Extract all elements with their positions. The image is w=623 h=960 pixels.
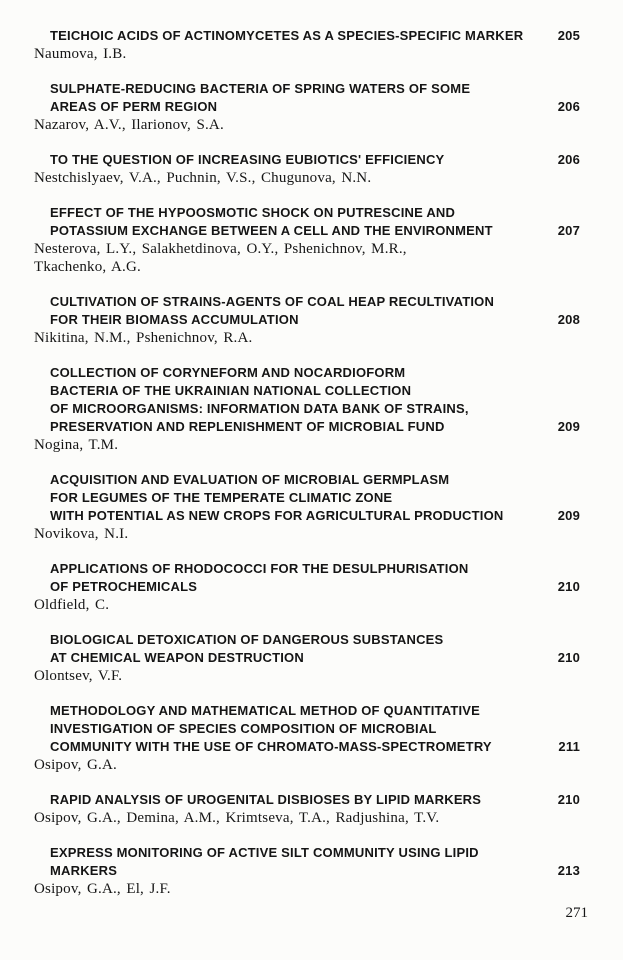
entry-title-line [50,471,580,489]
entry-page-number: 211 [558,739,580,754]
entry-title-text: OF PETROCHEMICALS [50,579,198,594]
entry-authors: Osipov, G.A., El, J.F. [34,881,171,897]
entry-title-text: MARKERS [50,863,118,878]
toc-entry [0,471,623,543]
entry-title-line [50,631,580,649]
entry-authors: Nogina, T.M. [34,437,119,453]
entry-title-text: WITH POTENTIAL AS NEW CROPS FOR AGRICULTURAL PRODUCTION [50,508,504,523]
entry-authors: Oldfield, C. [34,597,110,613]
entry-title-text: COLLECTION OF CORYNEFORM AND NOCARDIOFORM [50,365,406,380]
entry-authors: Nikitina, N.M., Pshenichnov, R.A. [34,330,253,346]
entry-title-line [50,80,580,98]
entry-title-text: CULTIVATION OF STRAINS-AGENTS OF COAL HEAP RECULTIVATION [50,294,495,309]
entry-title-line [50,844,580,862]
entry-title-text: EXPRESS MONITORING OF ACTIVE SILT COMMUNITY USING LIPID [50,845,479,860]
entry-title-line [50,720,580,738]
entry-title-text: AT CHEMICAL WEAPON DESTRUCTION [50,650,304,665]
entry-title-text: POTASSIUM EXCHANGE BETWEEN A CELL AND THE ENVIRONMENT [50,223,493,238]
entry-title-line [50,418,580,436]
entry-title-text: AREAS OF PERM REGION [50,99,218,114]
entry-title-line [50,27,580,45]
entry-title-text: OF MICROORGANISMS: INFORMATION DATA BANK OF STRAINS, [50,401,469,416]
entry-title-line [50,98,580,116]
entry-page-number: 210 [557,792,580,807]
entry-title-text: ACQUISITION AND EVALUATION OF MICROBIAL GERMPLASM [50,472,450,487]
entry-authors: Naumova, I.B. [34,46,127,62]
toc-entry [0,293,623,347]
entry-title-line [50,382,580,400]
entry-page-number: 213 [557,863,580,878]
toc-entry [0,702,623,774]
entry-title-line [50,489,580,507]
toc-entry [0,631,623,685]
toc-entry [0,204,623,276]
entry-title-text: FOR LEGUMES OF THE TEMPERATE CLIMATIC ZONE [50,490,393,505]
entry-page-number: 210 [557,650,580,665]
entry-title-text: METHODOLOGY AND MATHEMATICAL METHOD OF QUANTITATIVE [50,703,481,718]
toc-entry [0,27,623,63]
entry-authors: Nesterova, L.Y., Salakhetdinova, O.Y., Pshenichnov, M.R., [34,241,407,257]
entry-page-number: 208 [557,312,580,327]
entry-page-number: 209 [557,419,580,434]
toc-entry [0,80,623,134]
page-number-folio: 271 [565,905,588,921]
entry-authors: Olontsev, V.F. [34,668,123,684]
entry-title-line [50,293,580,311]
entry-title-line [50,222,580,240]
entry-authors: Nestchislyaev, V.A., Puchnin, V.S., Chugunova, N.N. [34,170,372,186]
entry-title-line [50,738,580,756]
toc-entry [0,791,623,827]
entry-title-line [50,560,580,578]
entry-page-number: 206 [557,99,580,114]
entry-title-line [50,204,580,222]
entry-page-number: 205 [557,28,580,43]
entry-title-text: EFFECT OF THE HYPOOSMOTIC SHOCK ON PUTRESCINE AND [50,205,456,220]
entry-authors: Osipov, G.A. [34,757,117,773]
entry-title-line [50,862,580,880]
entry-page-number: 210 [557,579,580,594]
entry-title-line [50,364,580,382]
toc-entry [0,844,623,898]
entry-authors: Osipov, G.A., Demina, A.M., Krimtseva, T.A., Radjushina, T.V. [34,810,440,826]
entry-title-text: INVESTIGATION OF SPECIES COMPOSITION OF MICROBIAL [50,721,437,736]
entry-title-text: TEICHOIC ACIDS OF ACTINOMYCETES AS A SPECIES-SPECIFIC MARKER [50,28,524,43]
entry-authors: Tkachenko, A.G. [34,259,141,275]
entry-title-text: TO THE QUESTION OF INCREASING EUBIOTICS' EFFICIENCY [50,152,445,167]
entry-title-text: SULPHATE-REDUCING BACTERIA OF SPRING WATERS OF SOME [50,81,471,96]
entry-title-text: APPLICATIONS OF RHODOCOCCI FOR THE DESULPHURISATION [50,561,469,576]
entry-title-text: BIOLOGICAL DETOXICATION OF DANGEROUS SUBSTANCES [50,632,444,647]
entry-title-text: BACTERIA OF THE UKRAINIAN NATIONAL COLLECTION [50,383,412,398]
entry-title-line [50,578,580,596]
entry-page-number: 206 [557,152,580,167]
entry-title-line [50,400,580,418]
entry-title-line [50,791,580,809]
entry-authors: Nazarov, A.V., Ilarionov, S.A. [34,117,224,133]
entry-page-number: 209 [557,508,580,523]
entry-title-line [50,311,580,329]
toc-entry [0,364,623,454]
entry-title-text: COMMUNITY WITH THE USE OF CHROMATO-MASS-SPECTROMETRY [50,739,492,754]
entry-title-text: FOR THEIR BIOMASS ACCUMULATION [50,312,299,327]
entry-title-line [50,649,580,667]
entry-authors: Novikova, N.I. [34,526,129,542]
entry-title-text: RAPID ANALYSIS OF UROGENITAL DISBIOSES BY LIPID MARKERS [50,792,482,807]
entry-title-line [50,151,580,169]
entry-title-text: PRESERVATION AND REPLENISHMENT OF MICROBIAL FUND [50,419,445,434]
entry-title-line [50,507,580,525]
entry-page-number: 207 [557,223,580,238]
toc-entry [0,151,623,187]
toc-entry [0,560,623,614]
entry-title-line [50,702,580,720]
